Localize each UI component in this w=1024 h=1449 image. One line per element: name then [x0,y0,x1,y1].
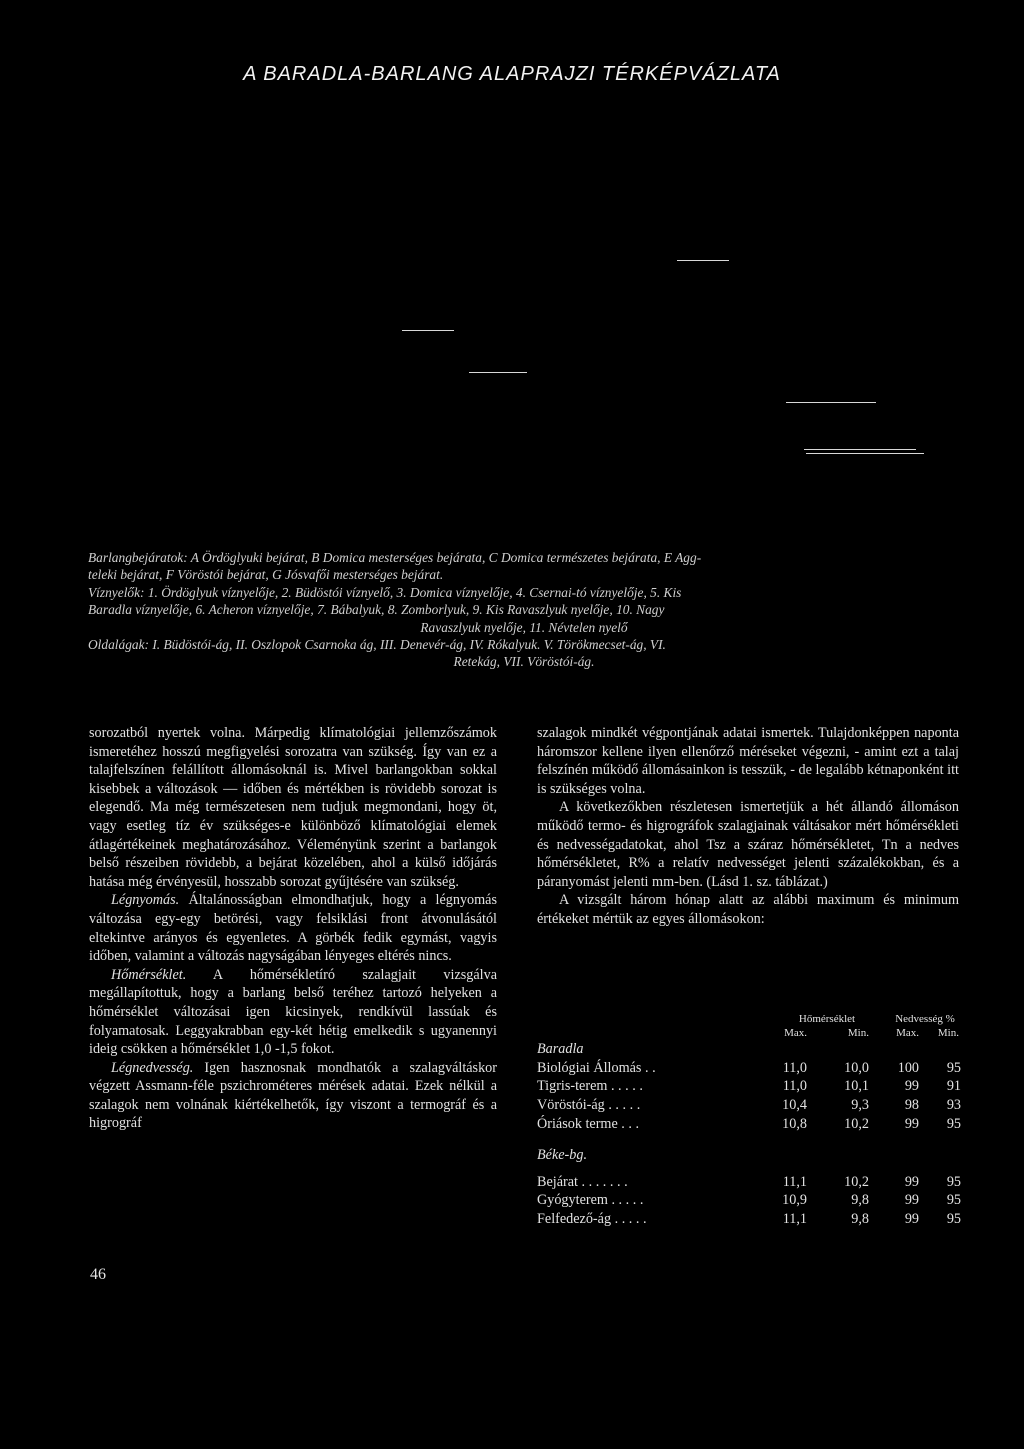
table-row [537,1173,961,1192]
subheader-cell: Min. [937,1027,959,1039]
table-cell: 10,9 [782,1192,807,1209]
right-column [537,724,959,929]
table-cell: 95 [946,1211,961,1228]
table-cell: 95 [946,1116,961,1133]
map-line [806,453,924,454]
subheader-cell: Min. [847,1027,869,1039]
table-cell: 10,4 [782,1097,807,1114]
row-label: Bejárat . . . . . . . [537,1173,628,1190]
table-header-row [537,1012,961,1026]
caption-line: teleki bejárat, F Vöröstói bejárat, G Jósvafői mesterséges bejárat. [88,567,444,583]
paragraph [89,1059,497,1133]
table-cell: 95 [946,1192,961,1209]
map-line [469,372,527,373]
paragraph: sorozatból nyertek volna. Márpedig klímatológiai jellemzőszámok ismeretéhez hosszú megfigyelési sorozatra van szükség. Így van ez a talajfelszínen felállított állomásoknál is. Mivel barlangokban sokkal kisebbek a változások — időben és mértékben is rövidebb sorozat is elegendő. Ma még természetesen nem tudjuk megmondani, hogy öt, vagy esetleg tíz év szükséges-e különböző klímatológiai elemek átlagértékeinek meghatározásához. Véleményünk szerint a barlangok belső részeiben rövidebb, a bejárat közelében, ahol a külső időjárás hatása még érvényesül, hosszabb sorozat gyűjtésére van szükség. [89,725,497,890]
table-row [537,1192,961,1211]
table-row [537,1096,961,1115]
table-cell: 11,1 [782,1211,807,1228]
table-cell: 9,8 [851,1211,869,1228]
page-number: 46 [90,1266,106,1283]
row-label: Felfedező-ág . . . . . [537,1211,647,1228]
table-group-row [537,1040,961,1059]
table-cell: 10,8 [782,1116,807,1133]
table-cell: 11,1 [782,1173,807,1190]
table-cell: 99 [904,1078,919,1095]
table-cell: 99 [904,1173,919,1190]
table-subheader-row [537,1026,961,1040]
table-row [537,1078,961,1097]
row-label: Vöröstói-ág . . . . . [537,1097,641,1114]
table-cell: 11,0 [782,1078,807,1095]
paragraph: szalagok mindkét végpontjának adatai ismertek. Tulajdonképpen naponta háromszor kellene ilyen ellenőrző méréseket végezni, - amint ezt a talaj felszínén működő állomásainkon is tesszük, - de legalább kétnaponként itt is szükséges volna. [537,725,959,797]
map-line [402,330,454,331]
paragraph-text: Általánosságban elmondhatjuk, hogy a légnyomás változása egy-egy betörési, vagy felsiklási front átvonulásától eltekintve arányos és egyenletes. A görbék fedik egymást, vagyis időben, valamint a változás nagyságában lényeges eltérés nincs. [89,892,497,965]
section-heading: Légnyomás. [111,892,180,909]
table-cell: 11,0 [782,1059,807,1076]
row-label: Óriások terme . . . [537,1116,640,1133]
table-spacer [537,1134,961,1146]
header-humidity: Nedvesség % [895,1013,955,1025]
table-cell: 99 [904,1211,919,1228]
map-caption [88,549,960,671]
paragraph-text: A hőmérsékletíró szalagjait vizsgálva megállapítottuk, hogy a barlang belső teréhez tartozó helyeken a hőmérséklet változásai igen kicsinyek, rendkívül lassúak és folyamatosak. Leggyakrabban egy-két hétig emelkedik s ugyanennyi ideig csökken a hőmérséklet 1,0 -1,5 fokot. [89,966,497,1058]
caption-line: Baradla víznyelője, 6. Acheron víznyelője, 7. Bábalyuk, 8. Zomborlyuk, 9. Kis Ravaszlyuk nyelője, 10. Nagy [88,602,665,618]
paragraph: A következőkben részletesen ismertetjük a hét állandó állomáson működő termo- és higrográfok szalagjainak váltásakor mért hőmérsékleti és nedvességadatokat, ahol Tsz a száraz hőmérsékletet, Tn a nedves hőmérsékletet, R% a relatív nedvességet jelenti százalékokban, és a páranyomást jelenti mm-ben. (Lásd 1. sz. táblázat.) [537,799,959,890]
paragraph [89,966,497,1059]
table-cell: 98 [904,1097,919,1114]
measurement-table [537,1012,961,1229]
table-cell: 100 [897,1059,919,1076]
table-cell: 10,2 [844,1116,869,1133]
table-cell: 10,0 [844,1059,869,1076]
table-cell: 99 [904,1192,919,1209]
table-row [537,1115,961,1134]
caption-line: Víznyelők: 1. Ördöglyuk víznyelője, 2. Büdöstói víznyelő, 3. Domica víznyelője, 4. Csernai-tó víznyelője, 5. Kis [88,584,682,600]
left-column [89,724,497,1133]
table-row [537,1059,961,1078]
paragraph-text: Igen hasznosnak mondhatók a szalagváltáskor végzett Assmann-féle pszichrométeres mérések adatai. Ezek nélkül a szalagok nem volnának kiértékelhetők, így viszont a termográf és a higrográf [89,1059,497,1132]
caption-line: Ravaszlyuk nyelője, 11. Névtelen nyelő [420,619,628,635]
table-cell: 95 [946,1173,961,1190]
paragraph: A vizsgált három hónap alatt az alábbi maximum és minimum értékeket mértük az egyes állomásokon: [537,892,959,927]
map-line [804,449,916,450]
map-line [677,260,729,261]
table-cell: 99 [904,1116,919,1133]
caption-line: Barlangbejáratok: A Ördöglyuki bejárat, B Domica mesterséges bejárata, C Domica természetes bejárata, E Agg- [88,550,702,565]
subheader-cell: Max. [896,1027,919,1039]
paragraph [89,891,497,965]
row-label: Biológiai Állomás . . [537,1059,656,1076]
page-title: A BARADLA-BARLANG ALAPRAJZI TÉRKÉPVÁZLATA [243,63,781,85]
table-cell: 9,3 [851,1097,869,1114]
row-label: Gyógyterem . . . . . [537,1192,644,1209]
table-cell: 10,2 [844,1173,869,1190]
caption-line: Oldalágak: I. Büdöstói-ág, II. Oszlopok Csarnoka ág, III. Denevér-ág, IV. Rókalyuk. V. Törökmecset-ág, VI. [88,637,666,653]
table-cell: 93 [946,1097,961,1114]
section-heading: Légnedvesség. [111,1059,194,1076]
map-line [786,402,876,403]
table-group-row [537,1146,961,1165]
table-cell: 9,8 [851,1192,869,1209]
caption-line: Retekág, VII. Vöröstói-ág. [453,654,595,670]
table-row [537,1210,961,1229]
subheader-cell: Max. [784,1027,807,1039]
table-cell: 95 [946,1059,961,1076]
group-label: Béke-bg. [537,1146,588,1163]
group-label: Baradla [537,1040,584,1057]
table-cell: 91 [946,1078,961,1095]
row-label: Tigris-terem . . . . . [537,1078,643,1095]
section-heading: Hőmérséklet. [111,966,187,983]
table-cell: 10,1 [844,1078,869,1095]
table-spacer [537,1165,961,1173]
header-temperature: Hőmérséklet [798,1013,856,1025]
